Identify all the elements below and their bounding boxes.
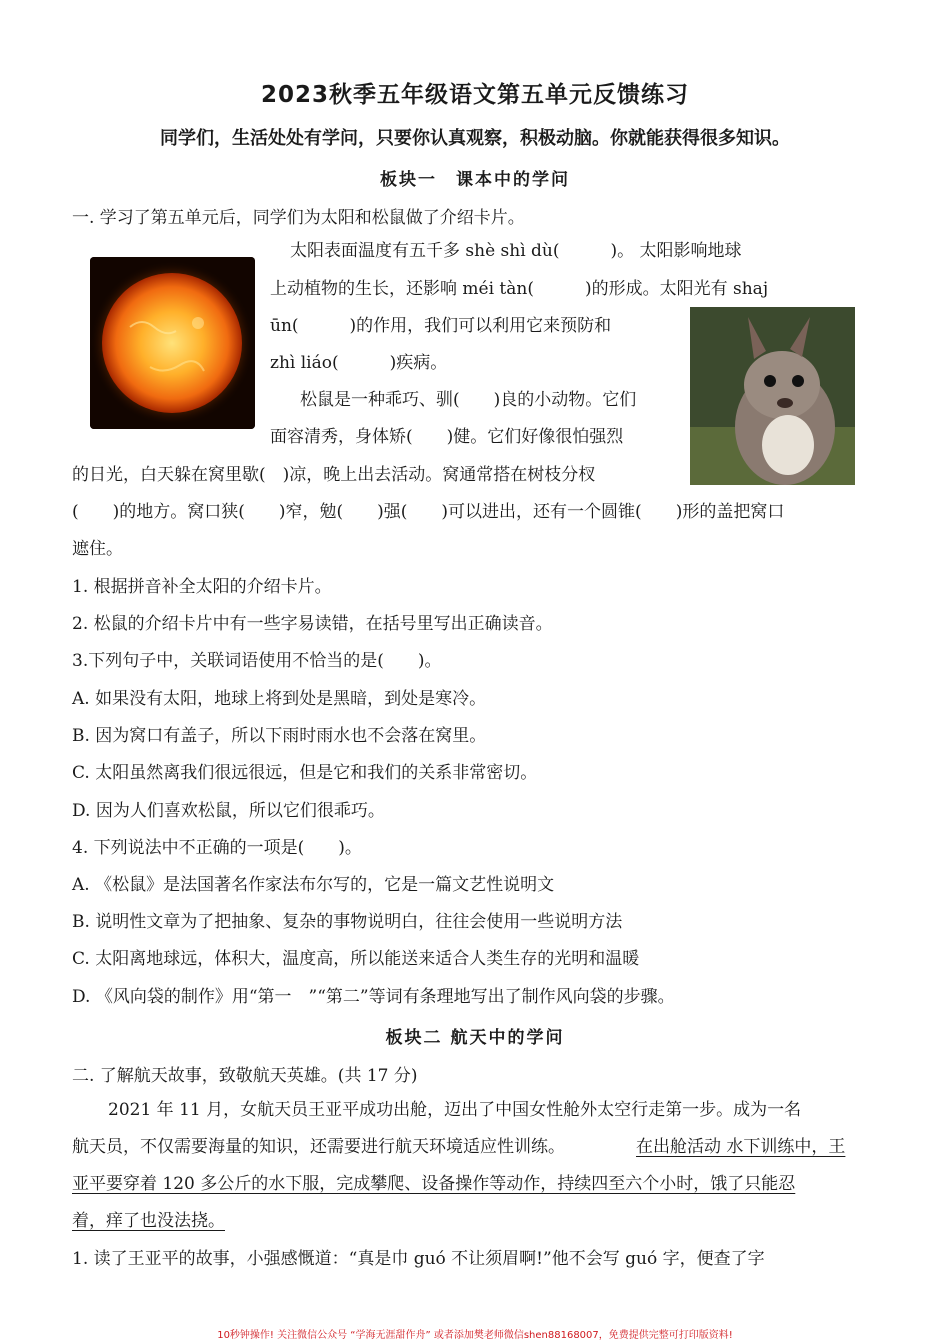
section-heading-1: 板块一 课本中的学问 bbox=[380, 170, 570, 190]
squirrel-photo-icon bbox=[690, 307, 855, 485]
answer-option: C. 太阳离地球远，体积大，温度高，所以能送来适合人类生存的光明和温暖 bbox=[72, 949, 640, 969]
passage-line: zhì liáo( )疾病。 bbox=[270, 353, 448, 373]
answer-option: D. 因为人们喜欢松鼠，所以它们很乖巧。 bbox=[72, 801, 385, 821]
answer-option: C. 太阳虽然离我们很远很远，但是它和我们的关系非常密切。 bbox=[72, 763, 538, 783]
story-line-underlined: 着，痒了也没法挠。 bbox=[72, 1211, 225, 1231]
answer-option: D. 《风向袋的制作》用“第一 ”“第二”等词有条理地写出了制作风向袋的步骤。 bbox=[72, 987, 675, 1007]
question-item: 3.下列句子中，关联词语使用不恰当的是( )。 bbox=[72, 651, 442, 671]
answer-option: A. 《松鼠》是法国著名作家法布尔写的，它是一篇文艺性说明文 bbox=[72, 875, 555, 895]
passage-line: 面容清秀，身体矫( )健。它们好像很怕强烈 bbox=[270, 427, 624, 447]
answer-option: B. 说明性文章为了把抽象、复杂的事物说明白，往往会使用一些说明方法 bbox=[72, 912, 623, 932]
story-line: 航天员，不仅需要海量的知识，还需要进行航天环境适应性训练。 bbox=[72, 1137, 565, 1157]
story-line: 2021 年 11 月，女航天员王亚平成功出舱，迈出了中国女性舱外太空行走第一步。成为一名 bbox=[108, 1100, 802, 1120]
squirrel-image bbox=[690, 307, 855, 485]
story-line-underlined: 在出舱活动 水下训练中，王 bbox=[636, 1137, 846, 1157]
sun-photo-icon bbox=[90, 257, 255, 429]
passage-line: 上动植物的生长，还影响 méi tàn( )的形成。太阳光有 shaj bbox=[270, 279, 769, 299]
question-item: 4. 下列说法中不正确的一项是( )。 bbox=[72, 838, 362, 858]
page-title: 2023秋季五年级语文第五单元反馈练习 bbox=[260, 82, 689, 108]
question-item: 2. 松鼠的介绍卡片中有一些字易读错，在括号里写出正确读音。 bbox=[72, 614, 553, 634]
sun-image bbox=[90, 257, 255, 429]
question-item: 1. 根据拼音补全太阳的介绍卡片。 bbox=[72, 577, 332, 597]
passage-line: ūn( )的作用，我们可以利用它来预防和 bbox=[270, 316, 612, 336]
question-1-heading: 一. 学习了第五单元后，同学们为太阳和松鼠做了介绍卡片。 bbox=[72, 208, 525, 228]
passage-line: ( )的地方。窝口狭( )窄，勉( )强( )可以进出，还有一个圆锥( )形的盖把窝口 bbox=[72, 502, 785, 522]
answer-option: A. 如果没有太阳，地球上将到处是黑暗，到处是寒冷。 bbox=[72, 689, 487, 709]
passage-line: 太阳表面温度有五千多 shè shì dù( )。 太阳影响地球 bbox=[290, 241, 742, 261]
question-2-1: 1. 读了王亚平的故事，小强感慨道：“真是巾 guó 不让须眉啊!”他不会写 guó 字，便查了字 bbox=[72, 1249, 765, 1269]
passage-line: 的日光，白天躲在窝里歇( )凉，晚上出去活动。窝通常搭在树枝分杈 bbox=[72, 465, 596, 485]
section-heading-2: 板块二 航天中的学问 bbox=[385, 1028, 565, 1048]
story-line-underlined: 亚平要穿着 120 多公斤的水下服，完成攀爬、设备操作等动作，持续四至六个小时，饿了只能忍 bbox=[72, 1174, 796, 1194]
intro-text: 同学们，生活处处有学问，只要你认真观察，积极动脑。你就能获得很多知识。 bbox=[160, 128, 790, 149]
question-2-heading: 二. 了解航天故事，致敬航天英雄。(共 17 分) bbox=[72, 1066, 418, 1086]
answer-option: B. 因为窝口有盖子，所以下雨时雨水也不会落在窝里。 bbox=[72, 726, 487, 746]
passage-line: 遮住。 bbox=[72, 539, 123, 559]
passage-line: 松鼠是一种乖巧、驯( )良的小动物。它们 bbox=[300, 390, 637, 410]
footer-notice: 10秒钟操作! 关注微信公众号 “学海无涯甜作舟” 或者添加樊老师微信shen88168007，免费提供完整可打印版资料! bbox=[217, 1330, 733, 1341]
